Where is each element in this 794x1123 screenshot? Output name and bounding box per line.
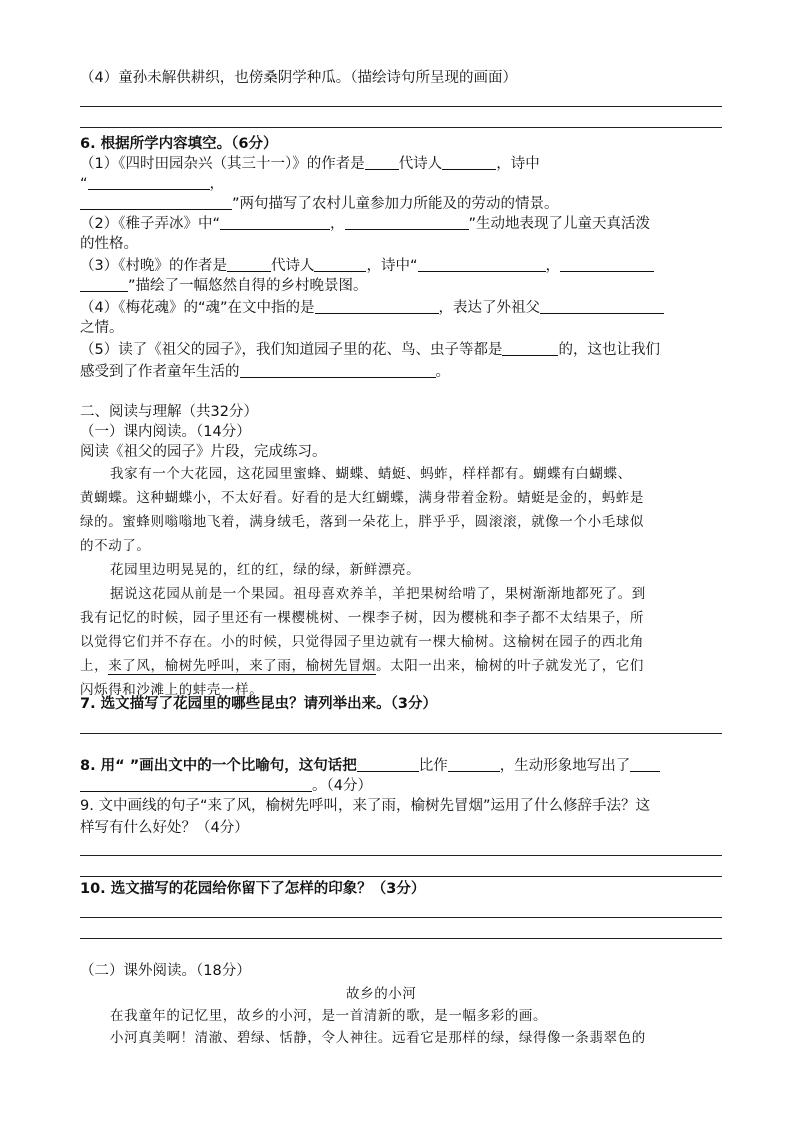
- q8-text: ，生动形象地写出了: [499, 758, 631, 774]
- q6-title: 6. 根据所学内容填空。（6分）: [80, 136, 278, 152]
- q6-text: ”生动地表现了儿童天真活泼: [468, 216, 651, 232]
- q6-text: （2）《稚子弄冰》中“: [80, 216, 220, 232]
- passage-text: 上，: [80, 658, 109, 674]
- q6-text: ”描绘了一幅悠然自得的乡村晚景图。: [128, 278, 368, 294]
- answer-line: [80, 917, 722, 918]
- essay-title: 故乡的小河: [346, 986, 417, 1002]
- q6-line-9: 之情。: [80, 320, 124, 336]
- fill-blank[interactable]: [630, 756, 660, 772]
- underlined-sentence: 来了风，榆树先呼叫，来了雨，榆树先冒烟: [108, 658, 377, 674]
- q6-text: “: [80, 176, 88, 192]
- passage-line: 的不动了。: [80, 538, 151, 554]
- q6-text: 。: [435, 364, 450, 380]
- q6-line-10: [80, 340, 660, 360]
- fill-blank[interactable]: [540, 298, 664, 314]
- q6-text: 代诗人: [270, 258, 315, 274]
- fill-blank[interactable]: [227, 256, 271, 272]
- q6-line-1: [80, 154, 540, 174]
- passage-line: 我有记忆的时候，园子里还有一棵樱桃树、一棵李子树，因为樱桃和李子都不太结果子，所: [80, 610, 644, 626]
- reading-intro: 阅读《祖父的园子》片段，完成练习。: [80, 444, 327, 460]
- fill-blank[interactable]: [88, 174, 210, 190]
- q6-text: ，: [209, 176, 225, 192]
- q10-title: 10. 选文描写的花园给你留下了怎样的印象？（3分）: [80, 881, 426, 897]
- q6-text: ，表达了外祖父: [438, 300, 540, 316]
- answer-line: [80, 106, 722, 107]
- q6-text: 代诗人: [398, 156, 443, 172]
- subsection-1-title: （一）课内阅读。（14分）: [80, 424, 251, 440]
- q6-line-7: [80, 276, 368, 296]
- q6-text: （4）《梅花魂》的“魂”在文中指的是: [80, 300, 315, 316]
- answer-line: [80, 127, 722, 128]
- q6-line-6: [80, 256, 654, 276]
- fill-blank[interactable]: [442, 154, 496, 170]
- passage-line: 闪烁得和沙滩上的蚌壳一样。: [80, 682, 264, 698]
- fill-blank[interactable]: [560, 256, 654, 272]
- fill-blank[interactable]: [357, 756, 419, 772]
- poem-question-4: （4）童孙未解供耕织，也傍桑阴学种瓜。（描绘诗句所呈现的画面）: [80, 70, 517, 86]
- fill-blank[interactable]: [418, 256, 546, 272]
- passage-line: 花园里边明晃晃的，红的红，绿的绿，新鲜漂亮。: [110, 562, 421, 578]
- passage-line: [80, 656, 644, 676]
- subsection-2-title: （二）课外阅读。（18分）: [80, 963, 251, 979]
- q6-text: 的，这也让我们: [558, 342, 660, 358]
- q8-line-2: [80, 776, 372, 796]
- essay-line: 小河真美啊！清澈、碧绿、恬静，令人神往。远看它是那样的绿，绿得像一条翡翠色的: [110, 1030, 646, 1046]
- q6-line-3: [80, 194, 559, 214]
- fill-blank[interactable]: [220, 214, 330, 230]
- q7-title: 7. 选文描写了花园里的哪些昆虫？请列举出来。（3分）: [80, 696, 437, 712]
- q9-line-1: 9. 文中画线的句子“来了风，榆树先呼叫，来了雨，榆树先冒烟”运用了什么修辞手法？这: [80, 798, 650, 814]
- fill-blank[interactable]: [345, 214, 469, 230]
- q6-text: ，: [330, 216, 345, 232]
- q6-text: ”两句描写了农村儿童参加力所能及的劳动的情景。: [232, 196, 559, 212]
- fill-blank[interactable]: [315, 298, 439, 314]
- q8-text: 8. 用“ ”画出文中的一个比喻句，这句话把: [80, 758, 357, 774]
- q6-text: （3）《村晚》的作者是: [80, 258, 227, 274]
- passage-line: 我家有一个大花园，这花园里蜜蜂、蝴蝶、蜻蜓、蚂蚱，样样都有。蝴蝶有白蝴蝶、: [110, 466, 632, 482]
- passage-line: 绿的。蜜蜂则嗡嗡地飞着，满身绒毛，落到一朵花上，胖乎乎，圆滚滚，就像一个小毛球似: [80, 514, 644, 530]
- q6-text: ，诗中: [496, 156, 540, 172]
- fill-blank[interactable]: [314, 256, 366, 272]
- q6-line-11: [80, 362, 450, 382]
- q6-text: 感受到了作者童年生活的: [80, 364, 240, 380]
- passage-line: 据说这花园从前是一个果园。祖母喜欢养羊，羊把果树给啃了，果树渐渐地都死了。到: [110, 586, 646, 602]
- passage-line: 以觉得它们并不存在。小的时候，只觉得园子里边就有一棵大榆树。这榆树在园子的西北角: [80, 634, 644, 650]
- q6-line-2: [80, 174, 224, 194]
- fill-blank[interactable]: [502, 340, 558, 356]
- answer-line: [80, 733, 722, 734]
- q6-text: （5）读了《祖父的园子》，我们知道园子里的花、鸟、虫子等都是: [80, 342, 503, 358]
- fill-blank[interactable]: [448, 756, 500, 772]
- passage-text: 。太阳一出来，榆树的叶子就发光了，它们: [376, 658, 645, 674]
- q8-text: 比作: [418, 758, 448, 774]
- q8-text: 。（4分）: [312, 778, 372, 794]
- answer-line: [80, 855, 722, 856]
- q8-line-1: [80, 756, 660, 776]
- answer-line: [80, 876, 722, 877]
- q6-text: ，: [545, 258, 560, 274]
- section-2-title: 二、阅读与理解（共32分）: [80, 404, 258, 420]
- q6-text: （1）《四时田园杂兴（其三十一）》的作者是: [80, 156, 365, 172]
- fill-blank[interactable]: [80, 194, 232, 210]
- q9-line-2: 样写有什么好处？（4分）: [80, 820, 249, 836]
- q6-text: ，诗中“: [366, 258, 418, 274]
- essay-line: 在我童年的记忆里，故乡的小河，是一首清新的歌，是一幅多彩的画。: [110, 1008, 548, 1024]
- fill-blank[interactable]: [365, 154, 399, 170]
- fill-blank[interactable]: [240, 362, 436, 378]
- q6-line-8: [80, 298, 664, 318]
- fill-blank[interactable]: [80, 276, 128, 292]
- q6-line-4: [80, 214, 650, 234]
- answer-line: [80, 938, 722, 939]
- passage-line: 黄蝴蝶。这种蝴蝶小，不太好看。好看的是大红蝴蝶，满身带着金粉。蜻蜓是金的，蚂蚱是: [80, 490, 644, 506]
- q6-line-5: 的性格。: [80, 236, 138, 252]
- fill-blank[interactable]: [80, 776, 312, 792]
